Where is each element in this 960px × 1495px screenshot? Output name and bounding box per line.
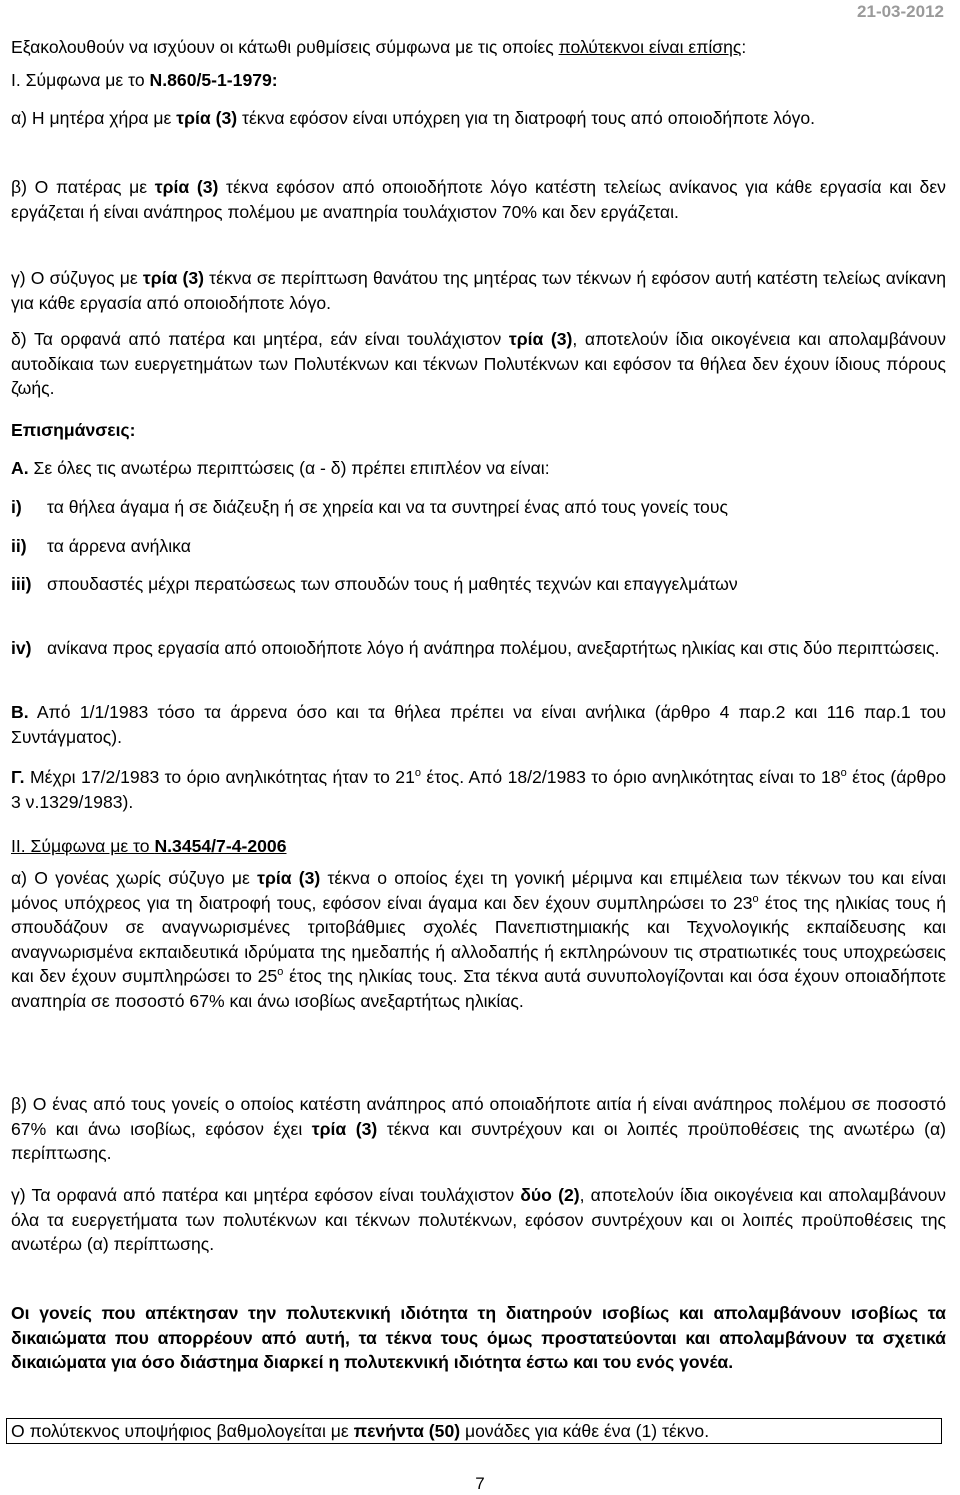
scoring-box: Ο πολύτεκνος υποψήφιος βαθμολογείται με πενήντα (50) μονάδες για κάθε ένα (1) τέκνο. <box>6 1418 942 1444</box>
section2-item-a: α) Ο γονέας χωρίς σύζυγο με τρία (3) τέκνα ο οποίος έχει τη γονική μέριμνα και επιμέλεια των τέκνων του και είναι μόνος υπόχρεος για τη διατροφή τους, εφόσον είναι άγαμα και δεν έχουν συμπληρώσει το $23^o$ έτος της ηλικίας τους ή σπουδάζουν σε αναγνωρισμένες τριτοβάθμιες σχολές Πανεπιστημιακής και Τεχνολογικής εκπαίδευσης και αναγνωρισμένα εκπαιδευτικά ιδρύματα της ημεδαπής ή αλλοδαπής ή εκπληρώνουν τις στρατιωτικές τους υποχρεώσεις και δεν έχουν συμπληρώσει το $25^o$ έτος της ηλικίας τους. Στα τέκνα αυτά συνυπολογίζονται και όσα έχουν οποιαδήποτε αναπηρία σε ποσοστό 67% και άνω ισοβίως ανεξαρτήτως ηλικίας. <box>11 868 946 1011</box>
notes-g-paragraph: Γ. Μέχρι 17/2/1983 το όριο ανηλικότητας ήταν το $21^o$ έτος. Από 18/2/1983 το όριο ανηλικότητας είναι το $18^o$ έτος (άρθρο 3 ν.1329/1983). <box>11 767 947 812</box>
list-item: ii) τα άρρενα ανήλικα <box>11 536 191 556</box>
list-item: iii) σπουδαστές μέχρι περατώσεως των σπουδών τους ή μαθητές τεχνών και επαγγελμάτων <box>11 574 738 594</box>
notes-b-paragraph: Β. Από 1/1/1983 τόσο τα άρρενα όσο και τα θήλεα πρέπει να είναι ανήλικα (άρθρο 4 παρ.2 και 116 παρ.1 του Συντάγματος). <box>11 702 946 747</box>
section2-item-b: β) Ο ένας από τους γονείς ο οποίος κατέστη ανάπηρος από οποιαδήποτε αιτία ή είναι ανάπηρος πολέμου σε ποσοστό 67% και άνω ισοβίως, εφόσον έχει τρία (3) τέκνα και συντρέχουν και οι λοιπές προϋποθέσεις της ανωτέρω (α) περίπτωσης. <box>11 1094 946 1163</box>
page-number: 7 <box>475 1474 485 1493</box>
section2-heading: ΙΙ. Σύμφωνα με το Ν.3454/7-4-2006 <box>11 836 287 856</box>
intro-paragraph: Εξακολουθούν να ισχύουν οι κάτωθι ρυθμίσεις σύμφωνα με τις οποίες πολύτεκνοι είναι επίσης: <box>11 37 747 57</box>
section1-item-a: α) Η μητέρα χήρα με τρία (3) τέκνα εφόσον είναι υπόχρεη για τη διατροφή τους από οποιοδήποτε λόγο. <box>11 108 816 128</box>
notes-a-paragraph: Α. Σε όλες τις ανωτέρω περιπτώσεις (α - δ) πρέπει επιπλέον να είναι: <box>11 458 550 478</box>
list-item: iv) ανίκανα προς εργασία από οποιοδήποτε λόγο ή ανάπηρα πολέμου, ανεξαρτήτως ηλικίας και στις δύο περιπτώσεις. <box>11 638 940 658</box>
section1-item-d: δ) Τα ορφανά από πατέρα και μητέρα, εάν είναι τουλάχιστον τρία (3), αποτελούν ίδια οικογένεια και απολαμβάνουν αυτοδίκαια των ευεργετημάτων των Πολυτέκνων και τέκνων Πολυτέκνων και εφόσον τα θήλεα δεν έχουν ίδιους πόρους ζωής. <box>11 329 946 398</box>
closing-statement: Οι γονείς που απέκτησαν την πολυτεκνική ιδιότητα τη διατηρούν ισοβίως και απολαμβάνουν ισοβίως τα δικαιώματα που απορρέουν από αυτή, τα τέκνα τους όμως προστατεύονται και απολαμβάνουν τα σχετικά δικαιώματα για όσο διάστημα διαρκεί η πολυτεκνική ιδιότητα έστω και του ενός γονέα. <box>11 1303 946 1372</box>
list-item: i) τα θήλεα άγαμα ή σε διάζευξη ή σε χηρεία και να τα συντηρεί ένας από τους γονείς τους <box>11 497 728 517</box>
section1-item-c: γ) Ο σύζυγος με τρία (3) τέκνα σε περίπτωση θανάτου της μητέρας των τέκνων ή εφόσον αυτή κατέστη τελείως ανίκανη για κάθε εργασία από οποιοδήποτε λόγο. <box>11 268 946 313</box>
notes-heading: Επισημάνσεις: <box>11 420 136 440</box>
section1-item-b: β) Ο πατέρας με τρία (3) τέκνα εφόσον από οποιοδήποτε λόγο κατέστη τελείως ανίκανος για κάθε εργασία και δεν εργάζεται ή είναι ανάπηρος πολέμου με αναπηρία τουλάχιστον 70% και δεν εργάζεται. <box>11 177 946 222</box>
intro-underlined: πολύτεκνοι είναι επίσης <box>558 37 742 57</box>
section1-heading: Ι. Σύμφωνα με το Ν.860/5-1-1979: <box>11 70 278 90</box>
document-date: 21-03-2012 <box>857 2 944 21</box>
section2-item-c: γ) Τα ορφανά από πατέρα και μητέρα εφόσον είναι τουλάχιστον δύο (2), αποτελούν ίδια οικογένεια και απολαμβάνουν όλα τα ευεργετήματα των πολυτέκνων και τέκνων πολυτέκνων, εφόσον συντρέχουν και οι λοιπές προϋποθέσεις της ανωτέρω (α) περίπτωσης. <box>11 1185 946 1254</box>
